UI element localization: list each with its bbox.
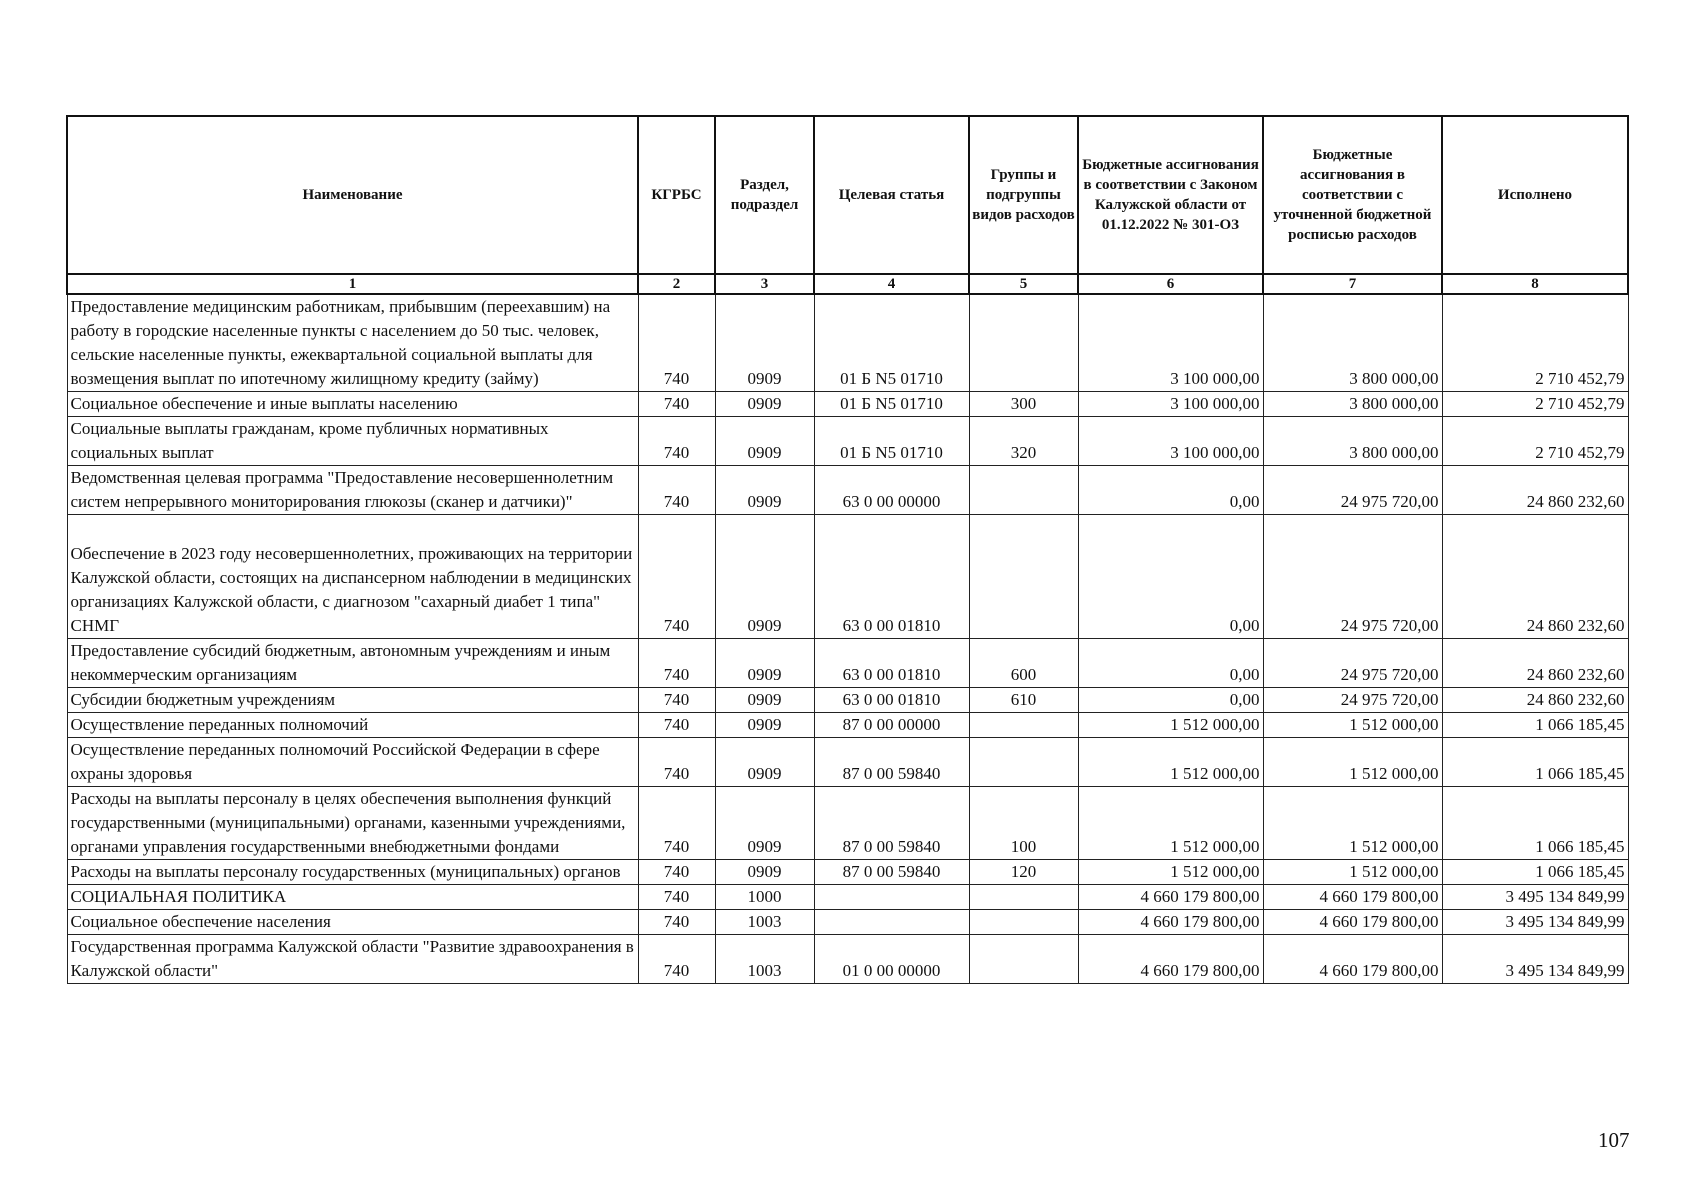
row-target-article: 01 0 00 00000 (814, 935, 969, 984)
column-header-kgrbs: КГРБС (638, 116, 715, 274)
row-target-article (814, 910, 969, 935)
row-refined-allocation: 24 975 720,00 (1263, 466, 1442, 515)
row-section: 0909 (715, 466, 814, 515)
table-row (67, 417, 1628, 466)
row-target-article: 63 0 00 01810 (814, 639, 969, 688)
row-expense-group: 320 (969, 417, 1078, 466)
table-row (67, 885, 1628, 910)
row-section: 0909 (715, 713, 814, 738)
row-executed: 1 066 185,45 (1442, 787, 1628, 860)
row-expense-group: 100 (969, 787, 1078, 860)
row-section: 1003 (715, 935, 814, 984)
row-refined-allocation: 3 800 000,00 (1263, 294, 1442, 392)
column-header-executed: Исполнено (1442, 116, 1628, 274)
row-target-article: 63 0 00 01810 (814, 515, 969, 639)
row-target-article: 87 0 00 59840 (814, 860, 969, 885)
row-name: Осуществление переданных полномочий Российской Федерации в сфере охраны здоровья (67, 738, 638, 787)
column-number: 8 (1442, 274, 1628, 294)
row-law-allocation: 0,00 (1078, 466, 1263, 515)
row-section: 0909 (715, 738, 814, 787)
table-body (67, 294, 1628, 984)
row-law-allocation: 1 512 000,00 (1078, 738, 1263, 787)
row-kgrbs: 740 (638, 688, 715, 713)
row-law-allocation: 4 660 179 800,00 (1078, 910, 1263, 935)
row-target-article: 87 0 00 00000 (814, 713, 969, 738)
row-refined-allocation: 1 512 000,00 (1263, 787, 1442, 860)
row-executed: 1 066 185,45 (1442, 738, 1628, 787)
table-row (67, 294, 1628, 392)
table-row (67, 515, 1628, 639)
row-law-allocation: 0,00 (1078, 639, 1263, 688)
budget-table-sheet (66, 115, 1627, 984)
row-section: 0909 (715, 515, 814, 639)
table-row (67, 639, 1628, 688)
row-expense-group (969, 294, 1078, 392)
row-section: 0909 (715, 639, 814, 688)
row-kgrbs: 740 (638, 466, 715, 515)
row-kgrbs: 740 (638, 392, 715, 417)
row-section: 1003 (715, 910, 814, 935)
row-law-allocation: 4 660 179 800,00 (1078, 885, 1263, 910)
row-target-article: 01 Б N5 01710 (814, 417, 969, 466)
column-header-section: Раздел, подраздел (715, 116, 814, 274)
column-header-law-allocations: Бюджетные ассигнования в соответствии с Законом Калужской области от 01.12.2022 № 301-ОЗ (1078, 116, 1263, 274)
row-executed: 2 710 452,79 (1442, 392, 1628, 417)
row-executed: 3 495 134 849,99 (1442, 910, 1628, 935)
table-row (67, 787, 1628, 860)
row-name: Государственная программа Калужской области "Развитие здравоохранения в Калужской области" (67, 935, 638, 984)
row-kgrbs: 740 (638, 787, 715, 860)
table-row (67, 392, 1628, 417)
row-name: Расходы на выплаты персоналу государственных (муниципальных) органов (67, 860, 638, 885)
column-header-name: Наименование (67, 116, 638, 274)
row-refined-allocation: 4 660 179 800,00 (1263, 935, 1442, 984)
row-executed: 3 495 134 849,99 (1442, 885, 1628, 910)
row-executed: 1 066 185,45 (1442, 713, 1628, 738)
row-expense-group (969, 738, 1078, 787)
row-executed: 2 710 452,79 (1442, 417, 1628, 466)
row-section: 0909 (715, 417, 814, 466)
row-expense-group: 120 (969, 860, 1078, 885)
row-name: Осуществление переданных полномочий (67, 713, 638, 738)
row-law-allocation: 3 100 000,00 (1078, 294, 1263, 392)
row-section: 0909 (715, 787, 814, 860)
row-expense-group (969, 515, 1078, 639)
row-refined-allocation: 1 512 000,00 (1263, 738, 1442, 787)
table-row (67, 935, 1628, 984)
row-kgrbs: 740 (638, 738, 715, 787)
row-expense-group (969, 910, 1078, 935)
table-row (67, 466, 1628, 515)
row-target-article: 87 0 00 59840 (814, 738, 969, 787)
row-law-allocation: 1 512 000,00 (1078, 860, 1263, 885)
row-name: СОЦИАЛЬНАЯ ПОЛИТИКА (67, 885, 638, 910)
row-name: Социальные выплаты гражданам, кроме публичных нормативных социальных выплат (67, 417, 638, 466)
row-law-allocation: 0,00 (1078, 515, 1263, 639)
column-number: 2 (638, 274, 715, 294)
row-name: Предоставление субсидий бюджетным, автономным учреждениям и иным некоммерческим организациям (67, 639, 638, 688)
table-row (67, 910, 1628, 935)
row-name: Предоставление медицинским работникам, прибывшим (переехавшим) на работу в городские населенные пункты с населением до 50 тыс. человек, сельские населенные пункты, ежеквартальной социальной выплаты для возмещения выплат по ипотечному жилищному кредиту (займу) (67, 294, 638, 392)
row-target-article: 63 0 00 00000 (814, 466, 969, 515)
row-kgrbs: 740 (638, 515, 715, 639)
row-refined-allocation: 3 800 000,00 (1263, 392, 1442, 417)
row-law-allocation: 3 100 000,00 (1078, 417, 1263, 466)
column-number: 4 (814, 274, 969, 294)
row-kgrbs: 740 (638, 713, 715, 738)
row-name: Социальное обеспечение населения (67, 910, 638, 935)
row-name: Расходы на выплаты персоналу в целях обеспечения выполнения функций государственными (муниципальными) органами, казенными учреждениями, органами управления государственными внебюджетными фондами (67, 787, 638, 860)
row-refined-allocation: 24 975 720,00 (1263, 515, 1442, 639)
row-kgrbs: 740 (638, 910, 715, 935)
row-executed: 3 495 134 849,99 (1442, 935, 1628, 984)
row-executed: 24 860 232,60 (1442, 515, 1628, 639)
column-number: 3 (715, 274, 814, 294)
column-header-refined-allocations: Бюджетные ассигнования в соответствии с уточненной бюджетной росписью расходов (1263, 116, 1442, 274)
row-refined-allocation: 3 800 000,00 (1263, 417, 1442, 466)
row-refined-allocation: 24 975 720,00 (1263, 688, 1442, 713)
column-number: 6 (1078, 274, 1263, 294)
row-law-allocation: 3 100 000,00 (1078, 392, 1263, 417)
row-target-article: 01 Б N5 01710 (814, 294, 969, 392)
row-expense-group: 610 (969, 688, 1078, 713)
row-law-allocation: 4 660 179 800,00 (1078, 935, 1263, 984)
row-target-article: 63 0 00 01810 (814, 688, 969, 713)
row-name: Социальное обеспечение и иные выплаты населению (67, 392, 638, 417)
row-kgrbs: 740 (638, 294, 715, 392)
row-law-allocation: 0,00 (1078, 688, 1263, 713)
row-refined-allocation: 1 512 000,00 (1263, 860, 1442, 885)
table-row (67, 738, 1628, 787)
column-header-expense-groups: Группы и подгруппы видов расходов (969, 116, 1078, 274)
column-number: 5 (969, 274, 1078, 294)
row-section: 0909 (715, 392, 814, 417)
row-expense-group (969, 885, 1078, 910)
budget-table (66, 115, 1629, 984)
table-row (67, 688, 1628, 713)
column-number: 1 (67, 274, 638, 294)
row-law-allocation: 1 512 000,00 (1078, 713, 1263, 738)
row-kgrbs: 740 (638, 417, 715, 466)
column-header-target-article: Целевая статья (814, 116, 969, 274)
table-row (67, 860, 1628, 885)
row-kgrbs: 740 (638, 639, 715, 688)
row-law-allocation: 1 512 000,00 (1078, 787, 1263, 860)
row-executed: 24 860 232,60 (1442, 639, 1628, 688)
row-executed: 24 860 232,60 (1442, 466, 1628, 515)
row-refined-allocation: 4 660 179 800,00 (1263, 885, 1442, 910)
page-number: 107 (1598, 1128, 1630, 1152)
row-section: 1000 (715, 885, 814, 910)
column-number: 7 (1263, 274, 1442, 294)
row-executed: 1 066 185,45 (1442, 860, 1628, 885)
row-expense-group: 300 (969, 392, 1078, 417)
row-refined-allocation: 1 512 000,00 (1263, 713, 1442, 738)
row-kgrbs: 740 (638, 935, 715, 984)
row-name: Ведомственная целевая программа "Предоставление несовершеннолетним систем непрерывного мониторирования глюкозы (сканер и датчики)" (67, 466, 638, 515)
row-executed: 24 860 232,60 (1442, 688, 1628, 713)
row-executed: 2 710 452,79 (1442, 294, 1628, 392)
row-section: 0909 (715, 688, 814, 713)
row-target-article (814, 885, 969, 910)
row-target-article: 87 0 00 59840 (814, 787, 969, 860)
row-name: Обеспечение в 2023 году несовершеннолетних, проживающих на территории Калужской области, состоящих на диспансерном наблюдении в медицинских организациях Калужской области, с диагнозом "сахарный диабет 1 типа" СНМГ (67, 515, 638, 639)
row-refined-allocation: 24 975 720,00 (1263, 639, 1442, 688)
row-expense-group (969, 466, 1078, 515)
row-target-article: 01 Б N5 01710 (814, 392, 969, 417)
row-refined-allocation: 4 660 179 800,00 (1263, 910, 1442, 935)
row-expense-group: 600 (969, 639, 1078, 688)
row-expense-group (969, 935, 1078, 984)
row-name: Субсидии бюджетным учреждениям (67, 688, 638, 713)
row-expense-group (969, 713, 1078, 738)
row-kgrbs: 740 (638, 885, 715, 910)
row-section: 0909 (715, 860, 814, 885)
table-row (67, 713, 1628, 738)
row-section: 0909 (715, 294, 814, 392)
row-kgrbs: 740 (638, 860, 715, 885)
